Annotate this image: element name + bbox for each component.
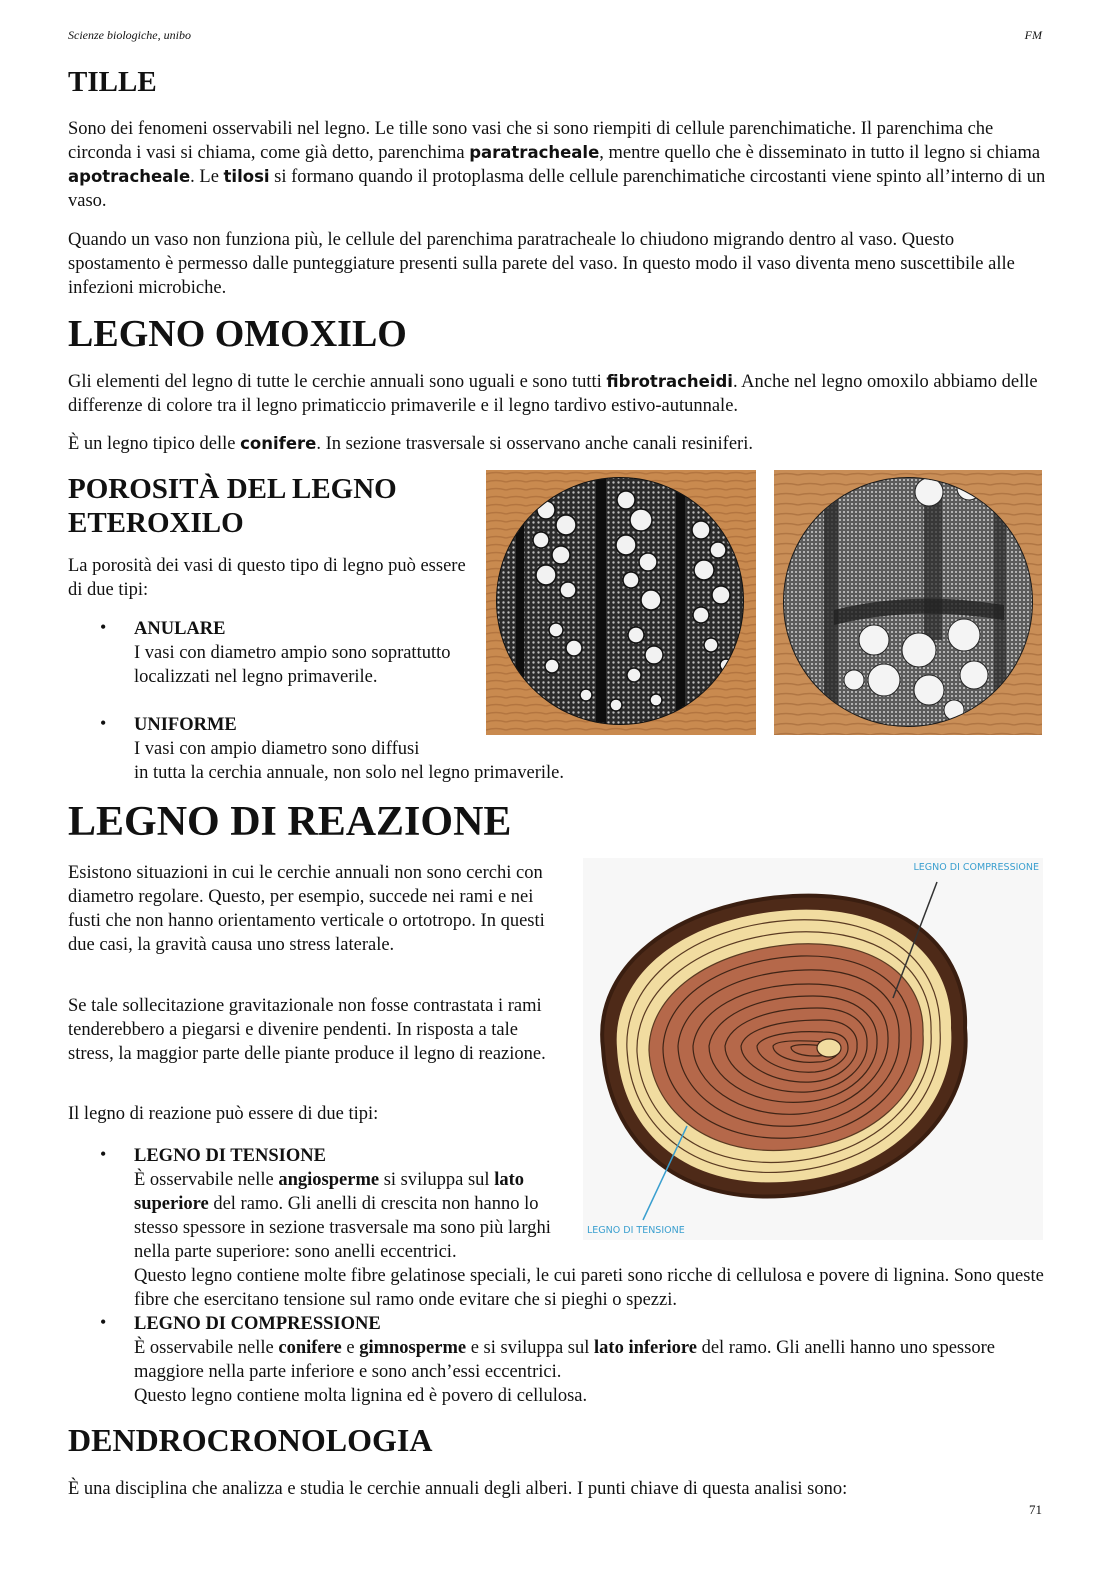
reaction-wood-diagram: [583, 858, 1043, 1240]
bullet-dot: •: [100, 617, 107, 637]
list-item-head: ANULARE: [134, 619, 226, 639]
dendro-paragraph-1: È una disciplina che analizza e studia le cerchie annuali degli alberi. I punti chiave di questa analisi sono:: [68, 1479, 848, 1499]
list-item-body: I vasi con ampio diametro sono diffusi: [134, 739, 420, 759]
list-item-body: Questo legno contiene molta lignina ed è povero di cellulosa.: [134, 1386, 588, 1406]
section-title-porosita: POROSITÀ DEL LEGNO ETEROXILO: [68, 473, 397, 539]
header-left: Scienze biologiche, unibo: [68, 28, 191, 42]
tille-paragraph-1: Sono dei fenomeni osservabili nel legno. Le tille sono vasi che si sono riempiti di cellule parenchimatiche. Il parenchima che circonda i vasi si chiama, come già detto, parenchima paratracheale, mentre quello che è disseminato in tutto il legno si chiama apotracheale. Le tilosi si formano quando il protoplasma delle cellule parenchimatiche circostanti viene spinto all’interno di un vaso.: [68, 119, 1046, 211]
omoxilo-paragraph-1: Gli elementi del legno di tutte le cerchie annuali sono uguali e sono tutti fibrotracheidi. Anche nel legno omoxilo abbiamo delle differenze di colore tra il legno primaticcio primaverile e il legno tardivo estivo-autunnale.: [68, 372, 1038, 416]
list-item-body: È osservabile nelle angiosperme si sviluppa sul lato superiore del ramo. Gli anelli di crescita non hanno lo stesso spessore in sezione trasversale ma sono più larghi nella parte superiore: sono anelli eccentrici.: [134, 1170, 551, 1262]
bullet-dot: •: [100, 713, 107, 733]
section-title-dendrocronologia: DENDROCRONOLOGIA: [68, 1422, 433, 1458]
list-item-head: LEGNO DI COMPRESSIONE: [134, 1314, 381, 1334]
micrograph-uniform-porosity: [774, 470, 1042, 735]
list-item-anulare: [134, 617, 464, 689]
reazione-paragraph-2: Se tale sollecitazione gravitazionale non fosse contrastata i rami tenderebbero a piegarsi e divenire pendenti. In risposta a tale stress, la maggior parte delle piante produce il legno di reazione.: [68, 996, 546, 1064]
reazione-paragraph-3: Il legno di reazione può essere di due tipi:: [68, 1104, 379, 1124]
header-right: FM: [1024, 28, 1042, 42]
list-item-compressione: [134, 1312, 1050, 1408]
bullet-dot: •: [100, 1312, 107, 1332]
list-item-tensione: [134, 1144, 569, 1264]
list-item-body: I vasi con diametro ampio sono soprattutto localizzati nel legno primaverile.: [134, 643, 451, 687]
label-compression-wood: LEGNO DI COMPRESSIONE: [913, 862, 1039, 873]
page-number: 71: [1029, 1502, 1042, 1517]
porosita-intro: La porosità dei vasi di questo tipo di legno può essere di due tipi:: [68, 556, 466, 600]
label-tension-wood: LEGNO DI TENSIONE: [587, 1225, 685, 1236]
reazione-paragraph-1: Esistono situazioni in cui le cerchie annuali non sono cerchi con diametro regolare. Questo, per esempio, succede nei rami e nei fusti che non hanno orientamento verticale o ortotropo. In questi due casi, la gravità causa uno stress laterale.: [68, 863, 545, 955]
section-title-omoxilo: LEGNO OMOXILO: [68, 313, 407, 355]
tille-paragraph-2: Quando un vaso non funziona più, le cellule del parenchima paratracheale lo chiudono migrando dentro al vaso. Questo spostamento è permesso dalle punteggiature presenti sulla parete del vaso. In questo modo il vaso diventa meno suscettibile alle infezioni microbiche.: [68, 230, 1015, 298]
list-item-head: UNIFORME: [134, 715, 237, 735]
list-item-head: LEGNO DI TENSIONE: [134, 1146, 326, 1166]
omoxilo-paragraph-2: È un legno tipico delle conifere. In sezione trasversale si osservano anche canali resiniferi.: [68, 434, 753, 454]
list-item-body: in tutta la cerchia annuale, non solo nel legno primaverile.: [134, 763, 564, 783]
micrograph-anular-porosity: [486, 470, 756, 735]
tensione-body-2: Questo legno contiene molte fibre gelatinose speciali, le cui pareti sono ricche di cellulosa e povere di lignina. Sono queste fibre che esercitano tensione sul ramo onde evitare che si pieghi o spezzi.: [134, 1266, 1044, 1310]
section-title-reazione: LEGNO DI REAZIONE: [68, 799, 512, 845]
list-item-body: È osservabile nelle conifere e gimnosperme e si sviluppa sul lato inferiore del ramo. Gli anelli hanno uno spessore maggiore nella parte inferiore e sono anch’essi eccentrici.: [134, 1338, 995, 1382]
bullet-dot: •: [100, 1144, 107, 1164]
section-title-tille: TILLE: [68, 66, 157, 98]
